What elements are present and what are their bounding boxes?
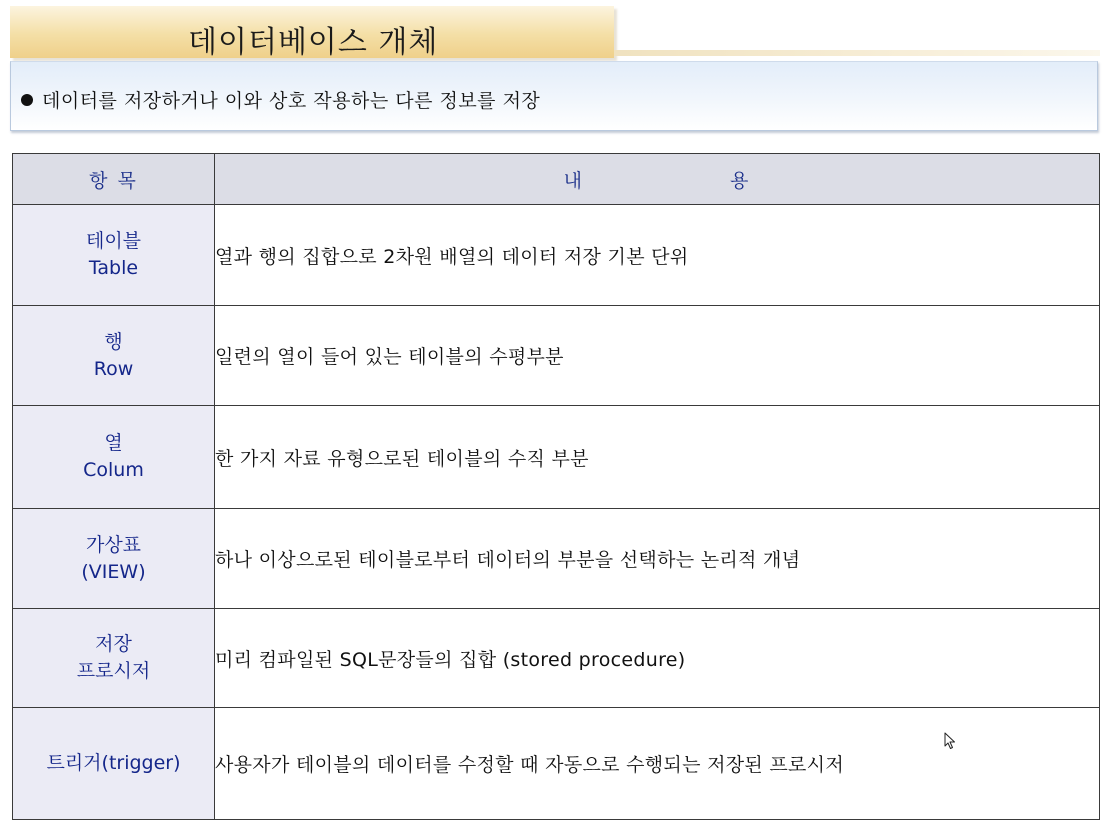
header-content-right: 용	[730, 169, 751, 192]
table-row	[13, 306, 1100, 406]
content-cell: 하나 이상으로된 테이블로부터 데이터의 부분을 선택하는 논리적 개념	[215, 509, 1100, 609]
mouse-pointer-icon	[944, 732, 956, 750]
item-name-ko: 열	[104, 432, 123, 454]
table-row	[13, 609, 1100, 708]
subtitle-bar	[10, 61, 1098, 131]
content-cell: 한 가지 자료 유형으로된 테이블의 수직 부분	[215, 406, 1100, 509]
content-cell: 열과 행의 집합으로 2차원 배열의 데이터 저장 기본 단위	[215, 205, 1100, 306]
item-name-en: (VIEW)	[81, 560, 146, 583]
database-objects-table	[12, 153, 1100, 820]
item-cell	[13, 509, 215, 609]
table-row	[13, 406, 1100, 509]
table-row	[13, 205, 1100, 306]
item-name-ko: 트리거(trigger)	[46, 752, 181, 774]
item-cell	[13, 306, 215, 406]
content-cell: 미리 컴파일된 SQL문장들의 집합 (stored procedure)	[215, 609, 1100, 708]
title-band	[10, 6, 614, 58]
item-cell	[13, 708, 215, 820]
content-cell: 일련의 열이 들어 있는 테이블의 수평부분	[215, 306, 1100, 406]
subtitle-text: 데이터를 저장하거나 이와 상호 작용하는 다른 정보를 저장	[42, 90, 541, 112]
subtitle	[21, 86, 540, 113]
content-cell: 사용자가 테이블의 데이터를 수정할 때 자동으로 수행되는 저장된 프로시저	[215, 708, 1100, 820]
title-underline	[614, 50, 1100, 56]
header-item: 항 목	[13, 154, 215, 205]
item-name-en: Row	[93, 357, 134, 380]
bullet-icon	[21, 94, 33, 106]
item-cell	[13, 205, 215, 306]
header-content-left: 내	[563, 169, 584, 192]
page-title: 데이터베이스 개체	[188, 25, 439, 60]
table-row	[13, 509, 1100, 609]
item-cell	[13, 609, 215, 708]
table-header-row	[13, 154, 1100, 205]
header-content	[215, 154, 1100, 205]
item-name-en: Colum	[83, 459, 144, 481]
item-name-en: 프로시저	[76, 660, 151, 682]
item-name-ko: 행	[104, 330, 123, 353]
item-name-ko: 가상표	[85, 533, 142, 556]
item-name-ko: 테이블	[85, 230, 142, 252]
item-name-ko: 저장	[95, 633, 132, 655]
item-name-en: Table	[88, 257, 139, 279]
table-row	[13, 708, 1100, 820]
item-cell	[13, 406, 215, 509]
